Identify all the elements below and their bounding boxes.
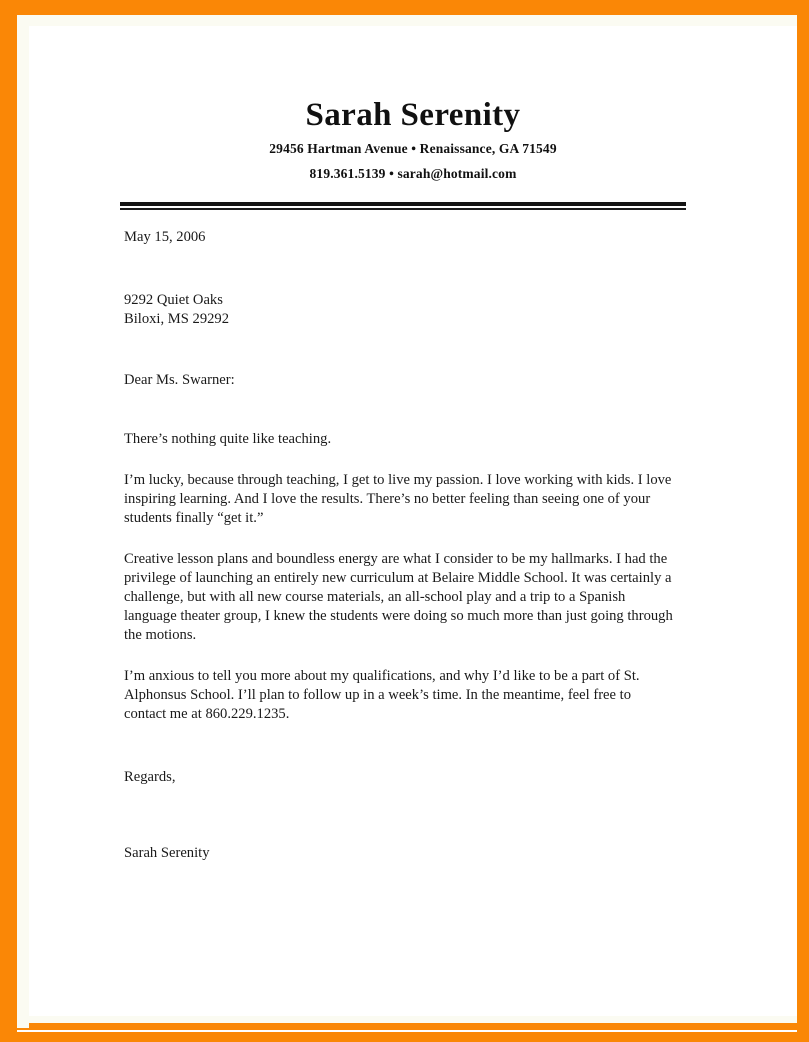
page-edge-shade-top bbox=[17, 15, 797, 26]
page-edge-shade-left bbox=[17, 15, 29, 1028]
closing-salutation: Regards, bbox=[124, 768, 176, 785]
letter-date: May 15, 2006 bbox=[124, 229, 206, 245]
sender-contact-line: 819.361.5139 • sarah@hotmail.com bbox=[309, 165, 517, 181]
letterhead-divider bbox=[120, 202, 686, 210]
sender-name: Sarah Serenity bbox=[305, 97, 521, 133]
page-border-bottom bbox=[0, 1032, 809, 1042]
letter-body bbox=[124, 228, 676, 863]
inside-address bbox=[124, 291, 676, 329]
body-paragraph-3: Creative lesson plans and boundless energy are what I consider to be my hallmarks. I had the privilege of launching an entirely new curriculum at Belaire Middle School. It was certainly a challenge, but with all new course materials, an all-school play and a trip to a Spanish language theater group, I knew the students were doing so much more than just going through the motions. bbox=[124, 550, 673, 643]
inside-address-line-1: 9292 Quiet Oaks bbox=[124, 291, 223, 308]
sender-address-line: 29456 Hartman Avenue • Renaissance, GA 71549 bbox=[269, 140, 557, 156]
page-border-left bbox=[0, 0, 17, 1042]
page-border-top bbox=[0, 0, 809, 15]
body-paragraph-1: There’s nothing quite like teaching. bbox=[124, 430, 332, 447]
body-paragraph-4: I’m anxious to tell you more about my qualifications, and why I’d like to be a part of St. Alphonsus School. I’ll plan to follow up in a week’s time. In the meantime, feel free to contact me at 860.229.1235. bbox=[124, 667, 640, 722]
page-border-bottom-secondary bbox=[0, 1023, 809, 1030]
page-border-right bbox=[797, 0, 809, 1042]
letter-sheet bbox=[29, 26, 797, 1016]
divider-rule-thin bbox=[120, 208, 686, 210]
inside-address-line-2: Biloxi, MS 29292 bbox=[124, 310, 230, 327]
body-paragraph-2: I’m lucky, because through teaching, I get to live my passion. I love working with kids. I love inspiring learning. And I love the results. There’s no better feeling than seeing one of your students finally “get it.” bbox=[124, 471, 672, 526]
letterhead bbox=[29, 26, 797, 183]
signature-name: Sarah Serenity bbox=[124, 845, 210, 862]
salutation: Dear Ms. Swarner: bbox=[124, 371, 235, 388]
